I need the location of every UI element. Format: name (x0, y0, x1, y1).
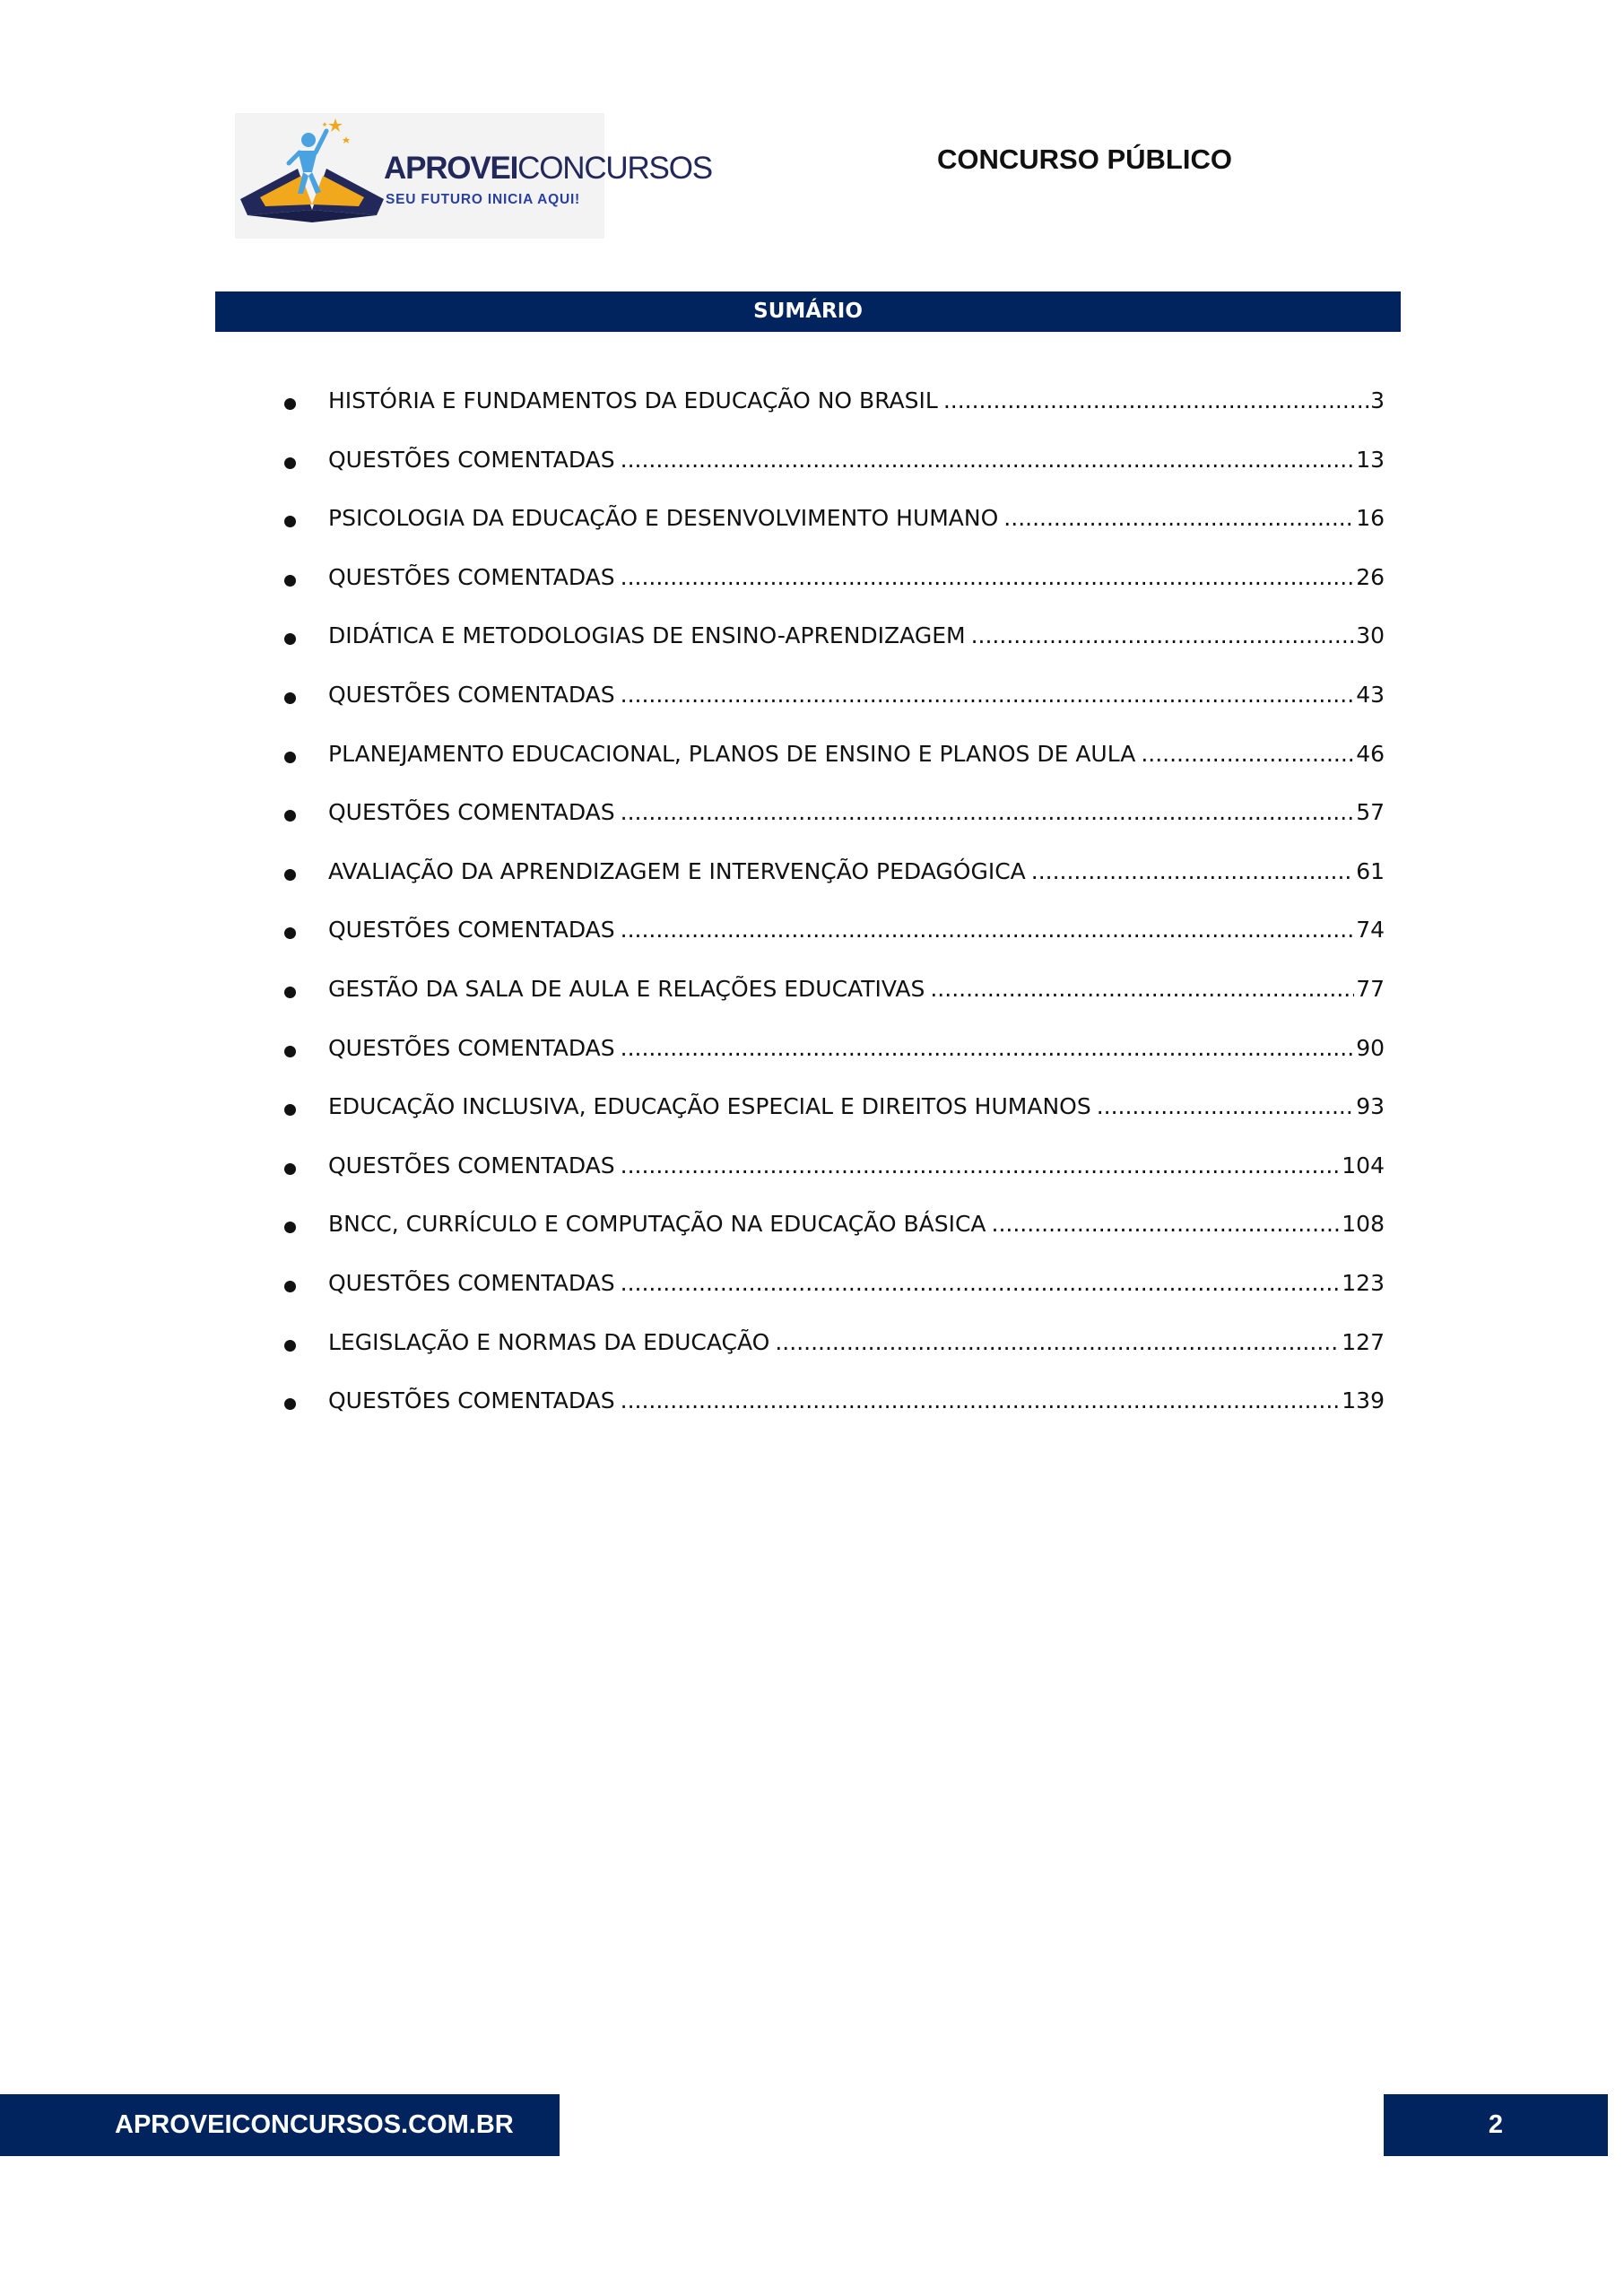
toc-item[interactable] (278, 1211, 1385, 1247)
toc-dot-leader (971, 622, 1355, 648)
summary-title: SUMÁRIO (753, 300, 863, 323)
toc-item-title: GESTÃO DA SALA DE AULA E RELAÇÕES EDUCATIVAS (328, 976, 925, 1002)
toc-line (328, 447, 1385, 483)
toc-line (328, 976, 1385, 1012)
toc-line (328, 858, 1385, 894)
toc-dot-leader (621, 1035, 1355, 1061)
toc-item-page: 104 (1342, 1152, 1385, 1178)
toc-line (328, 799, 1385, 835)
logo-slogan: SEU FUTURO INICIA AQUI! (386, 192, 581, 207)
toc-dot-leader (621, 682, 1355, 708)
toc-item-page: 127 (1342, 1328, 1385, 1355)
brand-logo (235, 113, 712, 239)
toc-line (328, 1270, 1385, 1306)
toc-line (328, 1035, 1385, 1071)
toc-item[interactable] (278, 387, 1385, 423)
toc-item-page: 108 (1342, 1211, 1385, 1238)
toc-line (328, 622, 1385, 658)
summary-banner (215, 291, 1401, 332)
toc-line (328, 1329, 1385, 1365)
toc-item-page: 30 (1356, 622, 1385, 649)
toc-item[interactable] (278, 1387, 1385, 1423)
bullet-icon (284, 398, 296, 410)
toc-dot-leader (943, 387, 1368, 413)
toc-item[interactable] (278, 976, 1385, 1012)
toc-item-title: QUESTÕES COMENTADAS (328, 446, 615, 473)
bullet-icon (284, 457, 296, 469)
toc-item[interactable] (278, 1270, 1385, 1306)
toc-item-title: QUESTÕES COMENTADAS (328, 799, 615, 826)
toc-item[interactable] (278, 1329, 1385, 1365)
toc-item[interactable] (278, 1093, 1385, 1129)
toc-dot-leader (621, 1270, 1341, 1296)
toc-item-page: 26 (1356, 563, 1385, 590)
bullet-icon (284, 752, 296, 763)
toc-line (328, 682, 1385, 718)
toc-item-page: 74 (1356, 917, 1385, 944)
toc-item-title: BNCC, CURRÍCULO E COMPUTAÇÃO NA EDUCAÇÃO BÁSICA (328, 1211, 986, 1238)
toc-item[interactable] (278, 799, 1385, 835)
bullet-icon (284, 692, 296, 704)
toc-item-title: EDUCAÇÃO INCLUSIVA, EDUCAÇÃO ESPECIAL E DIREITOS HUMANOS (328, 1093, 1091, 1120)
toc-item-page: 90 (1356, 1034, 1385, 1061)
toc-item[interactable] (278, 1035, 1385, 1071)
toc-item-page: 93 (1356, 1093, 1385, 1120)
page-number: 2 (1488, 2110, 1504, 2139)
toc-item[interactable] (278, 564, 1385, 600)
toc-line (328, 564, 1385, 600)
toc-item-page: 57 (1356, 799, 1385, 826)
toc-item[interactable] (278, 447, 1385, 483)
toc-dot-leader (1003, 505, 1354, 531)
toc-dot-leader (621, 447, 1355, 473)
toc-line (328, 741, 1385, 777)
toc-item-page: 46 (1356, 740, 1385, 767)
bullet-icon (284, 1398, 296, 1410)
toc-line (328, 1093, 1385, 1129)
bullet-icon (284, 1104, 296, 1116)
bullet-icon (284, 869, 296, 881)
bullet-icon (284, 1046, 296, 1057)
toc-dot-leader (930, 976, 1354, 1002)
toc-item[interactable] (278, 858, 1385, 894)
bullet-icon (284, 987, 296, 998)
toc-dot-leader (621, 564, 1355, 590)
toc-dot-leader (1141, 741, 1354, 767)
toc-item-title: HISTÓRIA E FUNDAMENTOS DA EDUCAÇÃO NO BRASIL (328, 387, 938, 413)
toc-item-page: 123 (1342, 1270, 1385, 1296)
toc-item-title: QUESTÕES COMENTADAS (328, 563, 615, 590)
toc-item-page: 3 (1370, 387, 1385, 413)
toc-line (328, 1211, 1385, 1247)
toc-item-title: QUESTÕES COMENTADAS (328, 1270, 615, 1296)
toc-item-page: 77 (1356, 976, 1385, 1002)
toc-line (328, 1387, 1385, 1423)
toc-dot-leader (621, 799, 1355, 825)
toc-line (328, 387, 1385, 423)
toc-dot-leader (775, 1329, 1340, 1355)
bullet-icon (284, 1163, 296, 1175)
toc-item-title: QUESTÕES COMENTADAS (328, 682, 615, 708)
logo-title: APROVEICONCURSOS (384, 151, 712, 186)
bullet-icon (284, 633, 296, 645)
toc-item-title: PSICOLOGIA DA EDUCAÇÃO E DESENVOLVIMENTO HUMANO (328, 505, 999, 532)
toc-dot-leader (992, 1211, 1341, 1237)
toc-item-title: QUESTÕES COMENTADAS (328, 1034, 615, 1061)
toc-item[interactable] (278, 682, 1385, 718)
toc-line (328, 917, 1385, 952)
toc-item-title: QUESTÕES COMENTADAS (328, 1152, 615, 1178)
toc-dot-leader (621, 1152, 1341, 1178)
bullet-icon (284, 516, 296, 527)
toc-line (328, 505, 1385, 541)
toc-dot-leader (621, 1387, 1341, 1413)
toc-item[interactable] (278, 917, 1385, 952)
toc-item-page: 43 (1356, 682, 1385, 708)
toc-dot-leader (1031, 858, 1354, 884)
toc-item[interactable] (278, 622, 1385, 658)
header-label: CONCURSO PÚBLICO (937, 144, 1232, 175)
toc-item-title: QUESTÕES COMENTADAS (328, 1387, 615, 1414)
bullet-icon (284, 575, 296, 587)
toc-dot-leader (621, 917, 1355, 943)
bullet-icon (284, 810, 296, 822)
footer-site-label: APROVEICONCURSOS.COM.BR (115, 2110, 514, 2139)
toc-item-page: 61 (1356, 857, 1385, 884)
toc-item-title: AVALIAÇÃO DA APRENDIZAGEM E INTERVENÇÃO PEDAGÓGICA (328, 857, 1026, 884)
toc-item[interactable] (278, 1152, 1385, 1188)
footer-site (0, 2094, 560, 2156)
toc-item-title: LEGISLAÇÃO E NORMAS DA EDUCAÇÃO (328, 1328, 770, 1355)
footer-page-number (1384, 2094, 1608, 2156)
bullet-icon (284, 1281, 296, 1292)
bullet-icon (284, 1222, 296, 1233)
toc-dot-leader (1097, 1093, 1354, 1119)
toc-item-page: 139 (1342, 1387, 1385, 1414)
toc-item-title: PLANEJAMENTO EDUCACIONAL, PLANOS DE ENSINO E PLANOS DE AULA (328, 740, 1136, 767)
toc-item-page: 13 (1356, 446, 1385, 473)
bullet-icon (284, 1340, 296, 1352)
toc-item-title: DIDÁTICA E METODOLOGIAS DE ENSINO-APRENDIZAGEM (328, 622, 966, 649)
toc-line (328, 1152, 1385, 1188)
toc-item-title: QUESTÕES COMENTADAS (328, 917, 615, 944)
toc-item-page: 16 (1356, 505, 1385, 532)
toc-item[interactable] (278, 505, 1385, 541)
toc-item[interactable] (278, 741, 1385, 777)
bullet-icon (284, 927, 296, 939)
